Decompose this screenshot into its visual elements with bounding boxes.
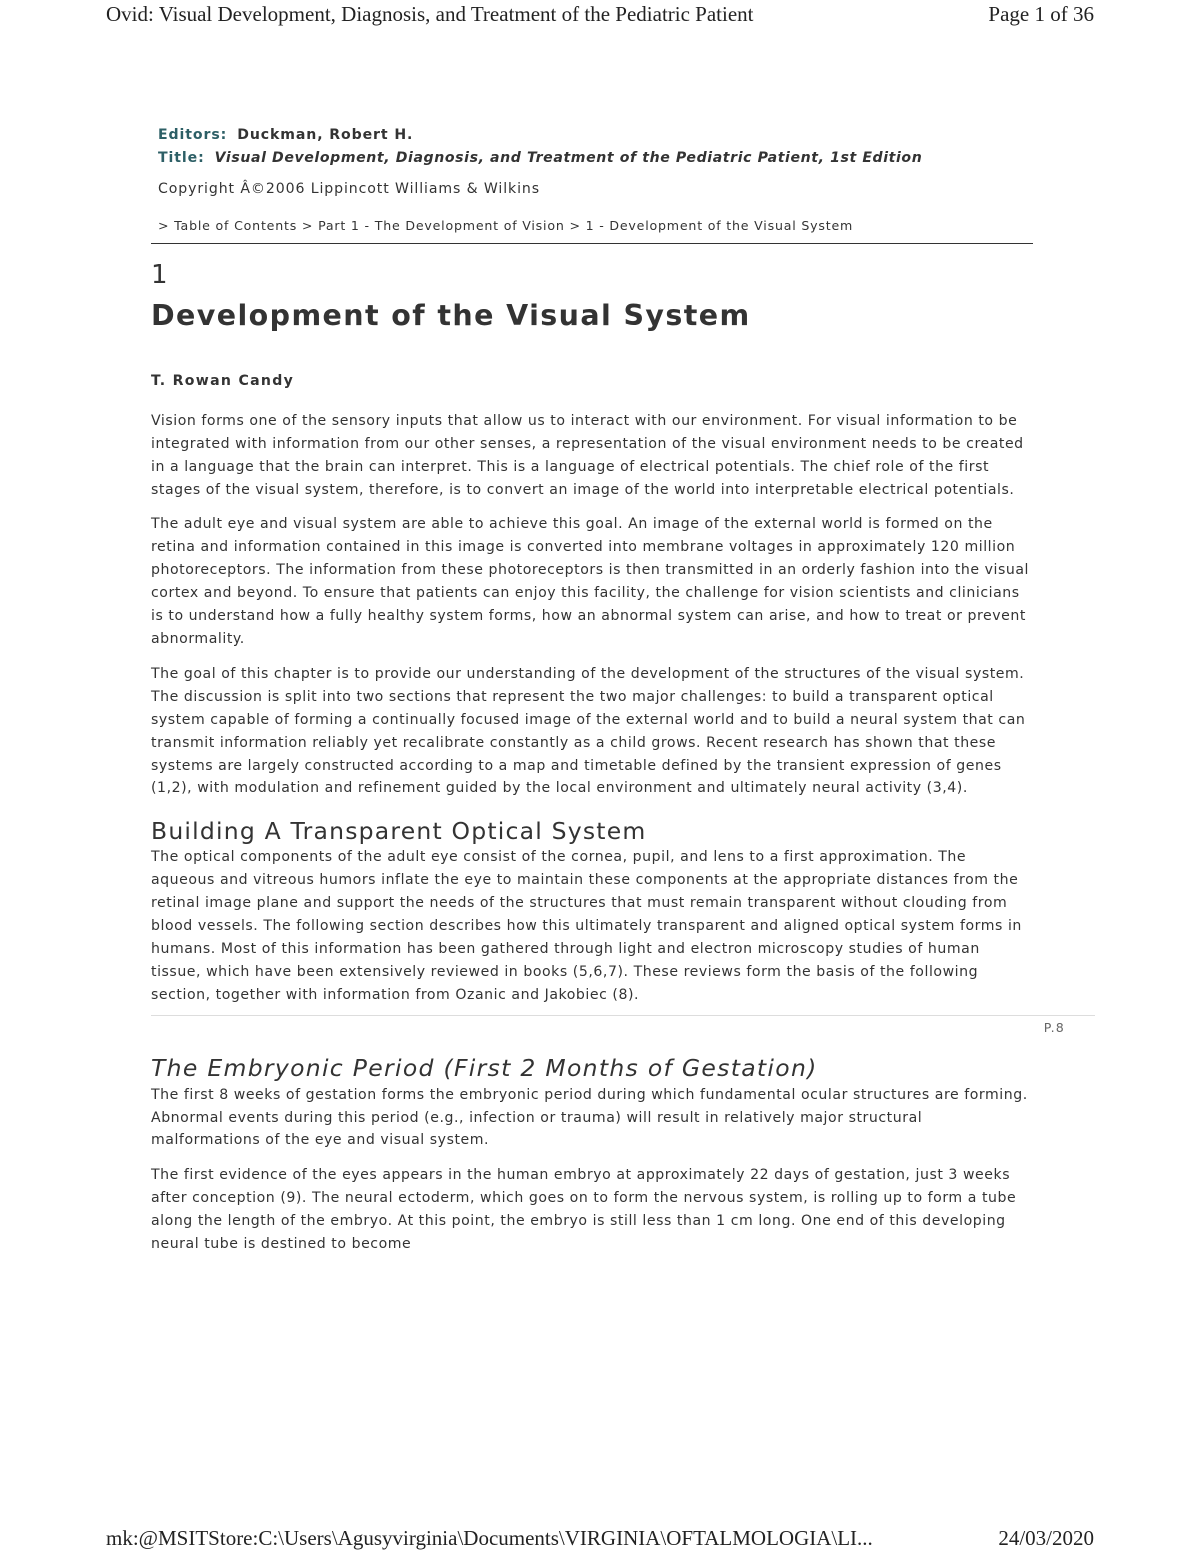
section-paragraph-optical-system: The optical components of the adult eye consist of the cornea, pupil, and lens to a first approximation. The aqueous and vitreous humors inflate the eye to maintain these components at the appropriate distances from the retinal image plane and support the needs of the structures that must remain transparent without clouding from blood vessels. The following section describes how this ultimately transparent and aligned optical system forms in humans. Most of this information has been gathered through light and electron microscopy studies of human tissue, which have been extensively reviewed in books (5,6,7). These reviews form the basis of the following section, together with information from Ozanic and Jakobiec (8). <box>151 849 1022 1003</box>
intro-paragraph-1: Vision forms one of the sensory inputs that allow us to interact with our environment. For visual information to be integrated with information from our other senses, a representation of the visual environment needs to be created in a language that the brain can interpret. This is a language of electrical potentials. The chief role of the first stages of the visual system, therefore, is to convert an image of the world into interpretable electrical potentials. <box>151 412 1024 498</box>
chapter-author: T. Rowan Candy <box>151 372 295 389</box>
title-value: Visual Development, Diagnosis, and Treatment of the Pediatric Patient, 1st Edition <box>214 149 923 166</box>
breadcrumb[interactable]: > Table of Contents > Part 1 - The Development of Vision > 1 - Development of the Visual System <box>158 217 854 233</box>
intro-paragraph-2: The adult eye and visual system are able to achieve this goal. An image of the external world is formed on the retina and information contained in this image is converted into membrane voltages in approximately 120 million photoreceptors. The information from these photoreceptors is then transmitted in an orderly fashion into the visual cortex and beyond. To ensure that patients can enjoy this facility, the challenge for vision scientists and clinicians is to understand how a fully healthy system forms, how an abnormal system can arise, and how to treat or prevent abnormality. <box>151 516 1030 647</box>
page-break-rule <box>151 1015 1095 1016</box>
editors-line <box>158 124 1033 147</box>
print-footer <box>0 1526 1200 1556</box>
title-line <box>158 147 1033 170</box>
chapter-number: 1 <box>151 259 169 290</box>
print-footer-date: 24/03/2020 <box>998 1526 1094 1550</box>
print-header-title: Ovid: Visual Development, Diagnosis, and Treatment of the Pediatric Patient <box>106 2 754 26</box>
copyright-notice: Copyright Â©2006 Lippincott Williams & Wilkins <box>158 181 540 197</box>
book-metadata <box>151 124 1033 244</box>
editors-label: Editors: <box>158 127 228 143</box>
intro-paragraph-3: The goal of this chapter is to provide our understanding of the development of the structures of the visual system. The discussion is split into two sections that represent the two major challenges: to build a transparent optical system capable of forming a continually focused image of the external world and to build a neural system that can transmit information reliably yet recalibrate constantly as a child grows. Recent research has shown that these systems are largely constructed according to a map and timetable defined by the transient expression of genes (1,2), with modulation and refinement guided by the local environment and ultimately neural activity (3,4). <box>151 665 1026 797</box>
print-header <box>0 2 1200 32</box>
print-header-page-count: Page 1 of 36 <box>988 2 1094 26</box>
embryonic-paragraph-2: The first evidence of the eyes appears in the human embryo at approximately 22 days of gestation, just 3 weeks after conception (9). The neural ectoderm, which goes on to form the nervous system, is rolling up to form a tube along the length of the embryo. At this point, the embryo is still less than 1 cm long. One end of this developing neural tube is destined to become <box>151 1167 1017 1253</box>
chapter-title: Development of the Visual System <box>151 298 751 332</box>
section-heading-optical-system: Building A Transparent Optical System <box>151 817 647 846</box>
print-footer-path: mk:@MSITStore:C:\Users\Agusyvirginia\Documents\VIRGINIA\OFTALMOLOGIA\LI... <box>106 1526 873 1550</box>
section-heading-embryonic-period: The Embryonic Period (First 2 Months of Gestation) <box>151 1053 818 1082</box>
page-marker: P.8 <box>1043 1019 1065 1035</box>
title-label: Title: <box>158 149 205 166</box>
header-rule <box>151 243 1033 244</box>
editors-value: Duckman, Robert H. <box>237 127 414 143</box>
document-content <box>151 124 1065 1256</box>
embryonic-paragraph-1: The first 8 weeks of gestation forms the embryonic period during which fundamental ocular structures are forming. Abnormal events during this period (e.g., infection or trauma) will result in relatively major structural malformations of the eye and visual system. <box>151 1086 1028 1149</box>
